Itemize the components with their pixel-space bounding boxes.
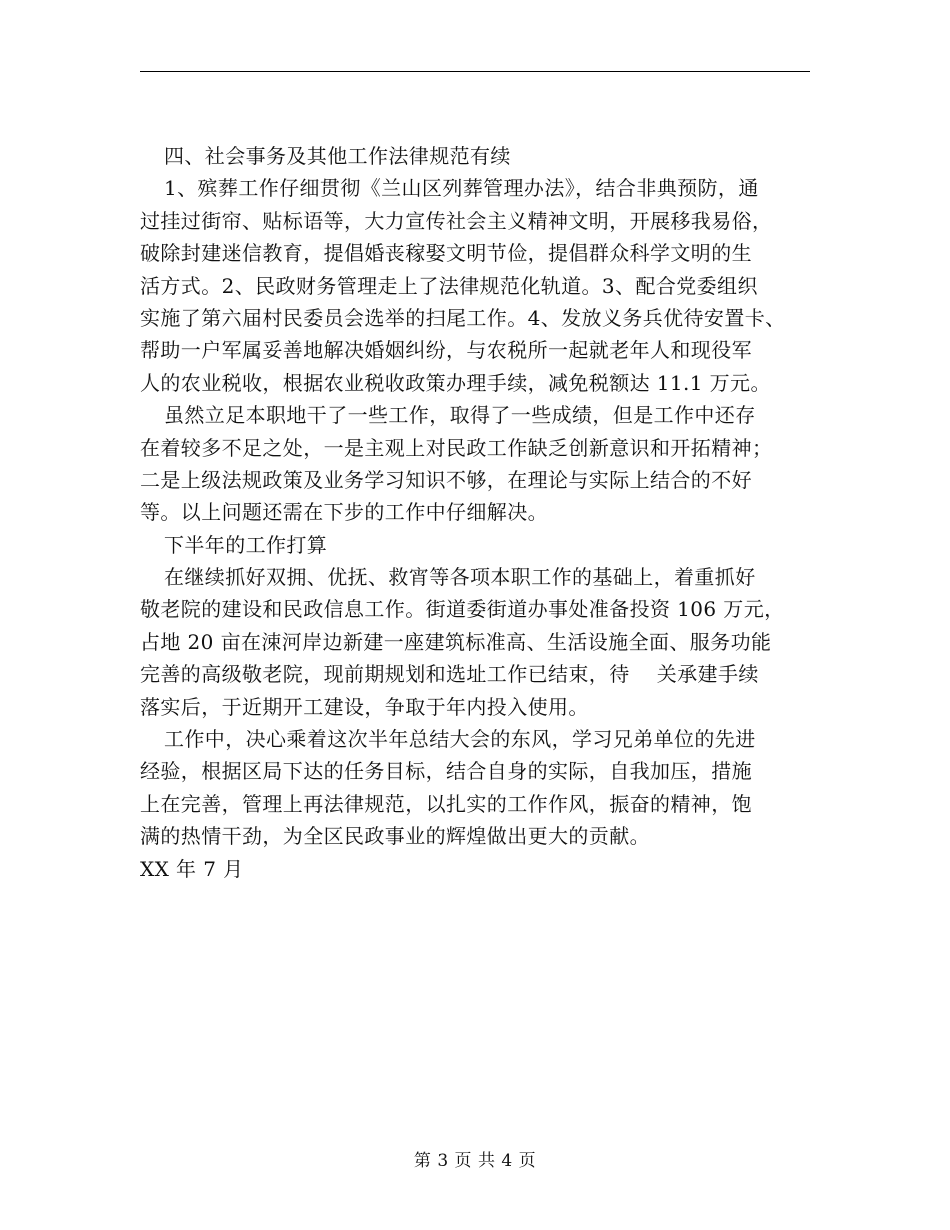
text-line: 二是上级法规政策及业务学习知识不够，在理论与实际上结合的不好	[140, 467, 752, 492]
text-line: 虽然立足本职地干了一些工作，取得了一些成绩，但是工作中还存	[164, 403, 756, 428]
text-line: 满的热情干劲，为全区民政事业的辉煌做出更大的贡献。	[140, 824, 650, 849]
text-line: 四、社会事务及其他工作法律规范有续	[164, 144, 511, 168]
text-line: 工作中，决心乘着这次半年总结大会的东风，学习兄弟单位的先进	[164, 727, 756, 752]
text-line: 落实后，于近期开工建设，争取于年内投入使用。	[140, 694, 589, 719]
document-body	[140, 140, 820, 885]
text-line: 占地 20 亩在涑河岸边新建一座建筑标准高、生活设施全面、服务功能	[140, 629, 772, 654]
text-line: 敬老院的建设和民政信息工作。街道委街道办事处准备投资 106 万元，	[140, 597, 785, 622]
text-line: 活方式。2、民政财务管理走上了法律规范化轨道。3、配合党委组织	[140, 273, 758, 298]
text-line: 过挂过街帘、贴标语等，大力宣传社会主义精神文明，开展移我易俗，	[140, 208, 773, 233]
text-line: 上在完善，管理上再法律规范，以扎实的工作作风，振奋的精神，饱	[140, 791, 752, 816]
text-line: 破除封建迷信教育，提倡婚丧稼娶文明节俭，提倡群众科学文明的生	[140, 241, 752, 266]
page-number: 第 3 页 共 4 页	[413, 1151, 537, 1171]
text-line: 等。以上问题还需在下步的工作中仔细解决。	[140, 500, 548, 525]
text-line: 帮助一户军属妥善地解决婚姻纠纷，与农税所一起就老年人和现役军	[140, 338, 752, 363]
text-line: 在着较多不足之处，一是主观上对民政工作缺乏创新意识和开拓精神；	[140, 435, 773, 460]
text-line: 下半年的工作打算	[164, 532, 328, 557]
text-line: 在继续抓好双拥、优抚、救宵等各项本职工作的基础上，着重抓好	[164, 565, 756, 590]
text-line: XX 年 7 月	[140, 856, 244, 881]
text-line: 经验，根据区局下达的任务目标，结合自身的实际，自我加压，措施	[140, 759, 752, 784]
header-rule	[140, 71, 810, 72]
text-line: 人的农业税收，根据农业税收政策办理手续，减免税额达 11.1 万元。	[140, 370, 771, 395]
text-line: 实施了第六届村民委员会选举的扫尾工作。4、发放义务兵优待安置卡、	[140, 305, 786, 330]
text-line: 1、殡葬工作仔细贯彻《兰山区列葬管理办法》，结合非典预防，通	[164, 176, 759, 201]
text-line: 完善的高级敬老院，现前期规划和选址工作已结束，待 关承建手续	[140, 662, 759, 687]
